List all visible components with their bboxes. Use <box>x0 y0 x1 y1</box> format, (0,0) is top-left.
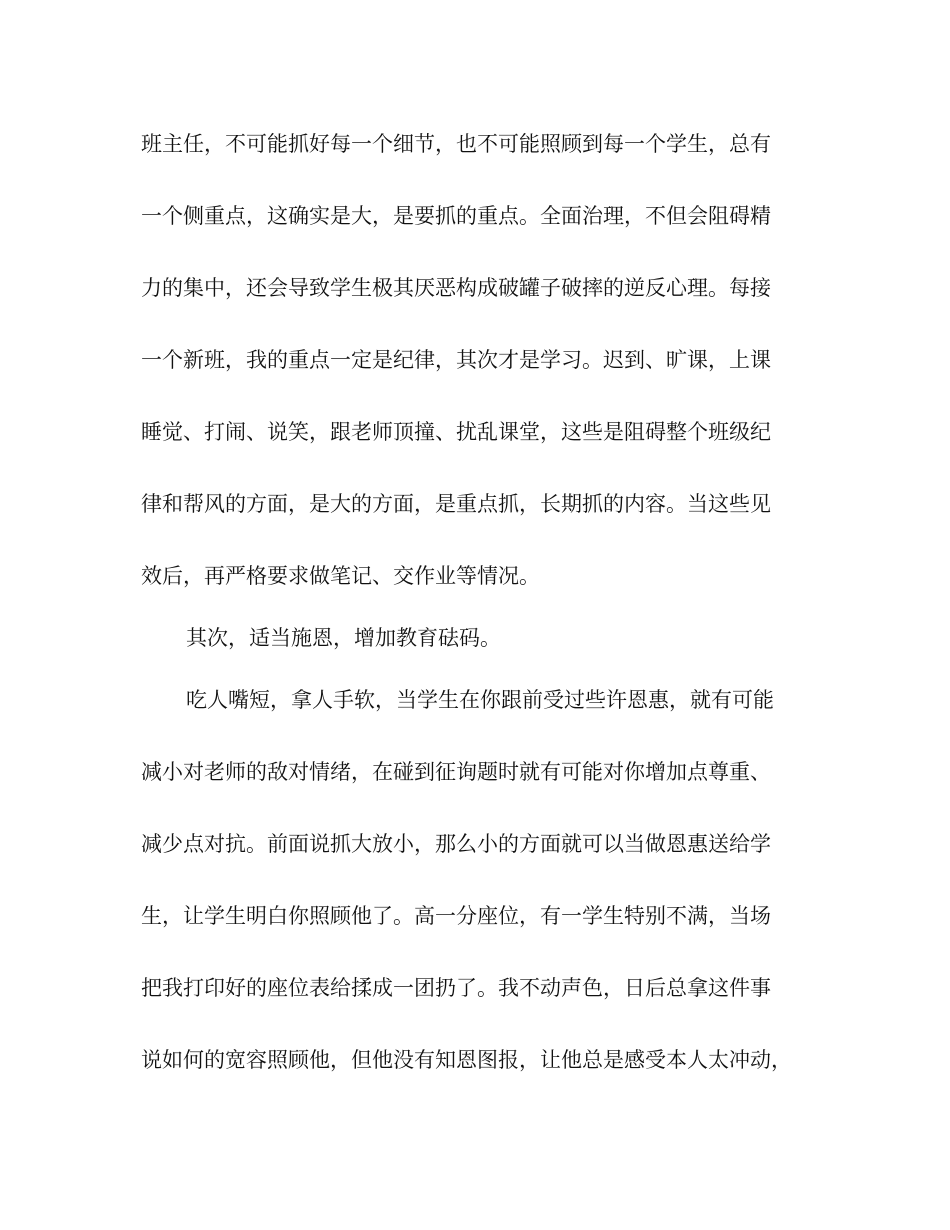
paragraph-line: 班主任，不可能抓好每一个细节，也不可能照顾到每一个学生，总有 <box>141 132 771 156</box>
paragraph-line: 减小对老师的敌对情绪，在碰到征询题时就有可能对你增加点尊重、 <box>141 760 771 784</box>
paragraph-line: 律和帮风的方面，是大的方面，是重点抓，长期抓的内容。当这些见 <box>141 492 771 516</box>
paragraph-line: 说如何的宽容照顾他，但他没有知恩图报，让他总是感受本人太冲动， <box>141 1048 792 1072</box>
paragraph-line: 减少点对抗。前面说抓大放小，那么小的方面就可以当做恩惠送给学 <box>141 832 771 856</box>
paragraph-line: 吃人嘴短，拿人手软，当学生在你跟前受过些许恩惠，就有可能 <box>186 688 774 712</box>
paragraph-line: 力的集中，还会导致学生极其厌恶构成破罐子破摔的逆反心理。每接 <box>141 276 771 300</box>
paragraph-line: 睡觉、打闹、说笑，跟老师顶撞、扰乱课堂，这些是阻碍整个班级纪 <box>141 420 771 444</box>
paragraph-line: 效后，再严格要求做笔记、交作业等情况。 <box>141 564 540 588</box>
paragraph-line: 生，让学生明白你照顾他了。高一分座位，有一学生特别不满，当场 <box>141 904 771 928</box>
paragraph-line: 一个侧重点，这确实是大，是要抓的重点。全面治理，不但会阻碍精 <box>141 204 771 228</box>
section-heading-line: 其次，适当施恩，增加教育砝码。 <box>186 626 501 650</box>
paragraph-line: 把我打印好的座位表给揉成一团扔了。我不动声色，日后总拿这件事 <box>141 976 771 1000</box>
paragraph-line: 一个新班，我的重点一定是纪律，其次才是学习。迟到、旷课，上课 <box>141 348 771 372</box>
